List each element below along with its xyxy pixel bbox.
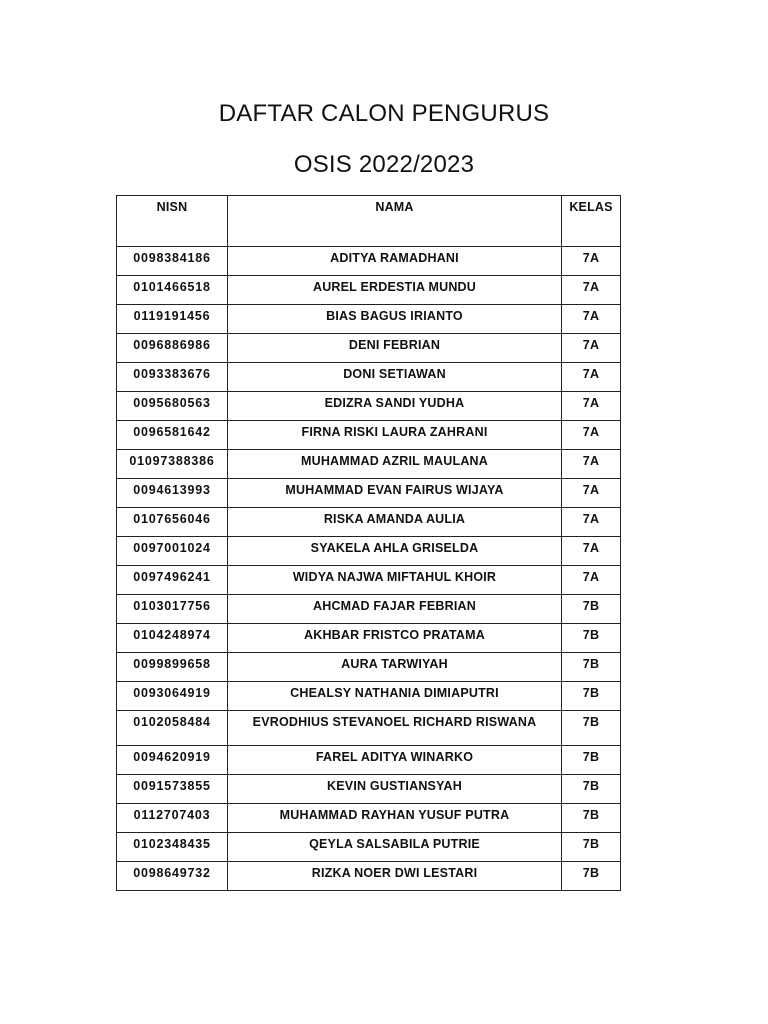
cell-kelas: 7B — [562, 862, 621, 891]
table-row — [117, 276, 621, 305]
cell-nisn: 0103017756 — [117, 595, 228, 624]
cell-nama: DENI FEBRIAN — [228, 334, 562, 363]
cell-nisn: 0095680563 — [117, 392, 228, 421]
cell-nisn: 0102348435 — [117, 833, 228, 862]
document-title: DAFTAR CALON PENGURUS — [218, 100, 550, 127]
cell-kelas: 7A — [562, 537, 621, 566]
cell-kelas: 7A — [562, 421, 621, 450]
table-row — [117, 775, 621, 804]
table-row — [117, 479, 621, 508]
table-row — [117, 862, 621, 891]
table-row — [117, 450, 621, 479]
cell-nama: CHEALSY NATHANIA DIMIAPUTRI — [228, 682, 562, 711]
cell-nisn: 0094620919 — [117, 746, 228, 775]
cell-kelas: 7A — [562, 479, 621, 508]
header-nisn: NISN — [117, 196, 228, 247]
table-row — [117, 537, 621, 566]
cell-nisn: 0101466518 — [117, 276, 228, 305]
cell-nisn: 0094613993 — [117, 479, 228, 508]
cell-kelas: 7A — [562, 247, 621, 276]
cell-nisn: 0119191456 — [117, 305, 228, 334]
table-row — [117, 711, 621, 746]
document-subtitle: OSIS 2022/2023 — [293, 151, 475, 178]
cell-nama: MUHAMMAD EVAN FAIRUS WIJAYA — [228, 479, 562, 508]
cell-nama: AKHBAR FRISTCO PRATAMA — [228, 624, 562, 653]
table-row — [117, 682, 621, 711]
cell-kelas: 7A — [562, 363, 621, 392]
cell-kelas: 7B — [562, 833, 621, 862]
cell-nisn: 0107656046 — [117, 508, 228, 537]
cell-nama: BIAS BAGUS IRIANTO — [228, 305, 562, 334]
cell-kelas: 7B — [562, 653, 621, 682]
cell-nama: EVRODHIUS STEVANOEL RICHARD RISWANA — [228, 711, 562, 746]
table-row — [117, 833, 621, 862]
cell-nama: SYAKELA AHLA GRISELDA — [228, 537, 562, 566]
cell-nisn: 0112707403 — [117, 804, 228, 833]
cell-nama: FIRNA RISKI LAURA ZAHRANI — [228, 421, 562, 450]
cell-kelas: 7A — [562, 276, 621, 305]
table-row — [117, 624, 621, 653]
cell-nisn: 0096581642 — [117, 421, 228, 450]
cell-kelas: 7A — [562, 305, 621, 334]
cell-nisn: 0102058484 — [117, 711, 228, 746]
cell-nisn: 0091573855 — [117, 775, 228, 804]
cell-kelas: 7B — [562, 595, 621, 624]
cell-kelas: 7B — [562, 804, 621, 833]
cell-nisn: 0097001024 — [117, 537, 228, 566]
table-row — [117, 653, 621, 682]
cell-nisn: 0099899658 — [117, 653, 228, 682]
cell-kelas: 7B — [562, 682, 621, 711]
cell-nama: QEYLA SALSABILA PUTRIE — [228, 833, 562, 862]
cell-nama: AHCMAD FAJAR FEBRIAN — [228, 595, 562, 624]
cell-kelas: 7B — [562, 746, 621, 775]
cell-nama: RISKA AMANDA AULIA — [228, 508, 562, 537]
cell-nisn: 0098649732 — [117, 862, 228, 891]
header-kelas: KELAS — [562, 196, 621, 247]
table-row — [117, 508, 621, 537]
table-row — [117, 421, 621, 450]
cell-kelas: 7A — [562, 334, 621, 363]
cell-kelas: 7A — [562, 392, 621, 421]
header-nama: NAMA — [228, 196, 562, 247]
cell-nama: AUREL ERDESTIA MUNDU — [228, 276, 562, 305]
cell-nama: KEVIN GUSTIANSYAH — [228, 775, 562, 804]
cell-nama: RIZKA NOER DWI LESTARI — [228, 862, 562, 891]
cell-nisn: 0096886986 — [117, 334, 228, 363]
cell-kelas: 7A — [562, 508, 621, 537]
candidate-table — [116, 195, 621, 891]
cell-nama: MUHAMMAD AZRIL MAULANA — [228, 450, 562, 479]
cell-nama: AURA TARWIYAH — [228, 653, 562, 682]
table-row — [117, 566, 621, 595]
cell-kelas: 7A — [562, 450, 621, 479]
cell-nisn: 01097388386 — [117, 450, 228, 479]
cell-nama: MUHAMMAD RAYHAN YUSUF PUTRA — [228, 804, 562, 833]
table-row — [117, 804, 621, 833]
cell-kelas: 7B — [562, 711, 621, 746]
cell-nisn: 0098384186 — [117, 247, 228, 276]
table-row — [117, 363, 621, 392]
table-header-row — [117, 196, 621, 247]
cell-nama: WIDYA NAJWA MIFTAHUL KHOIR — [228, 566, 562, 595]
cell-nama: EDIZRA SANDI YUDHA — [228, 392, 562, 421]
cell-nama: ADITYA RAMADHANI — [228, 247, 562, 276]
table-row — [117, 595, 621, 624]
cell-nisn: 0093064919 — [117, 682, 228, 711]
cell-nisn: 0097496241 — [117, 566, 228, 595]
table-row — [117, 247, 621, 276]
cell-nisn: 0093383676 — [117, 363, 228, 392]
cell-nama: FAREL ADITYA WINARKO — [228, 746, 562, 775]
table-row — [117, 334, 621, 363]
table-row — [117, 746, 621, 775]
cell-kelas: 7B — [562, 624, 621, 653]
table-row — [117, 392, 621, 421]
cell-kelas: 7B — [562, 775, 621, 804]
cell-nisn: 0104248974 — [117, 624, 228, 653]
cell-kelas: 7A — [562, 566, 621, 595]
table-row — [117, 305, 621, 334]
cell-nama: DONI SETIAWAN — [228, 363, 562, 392]
